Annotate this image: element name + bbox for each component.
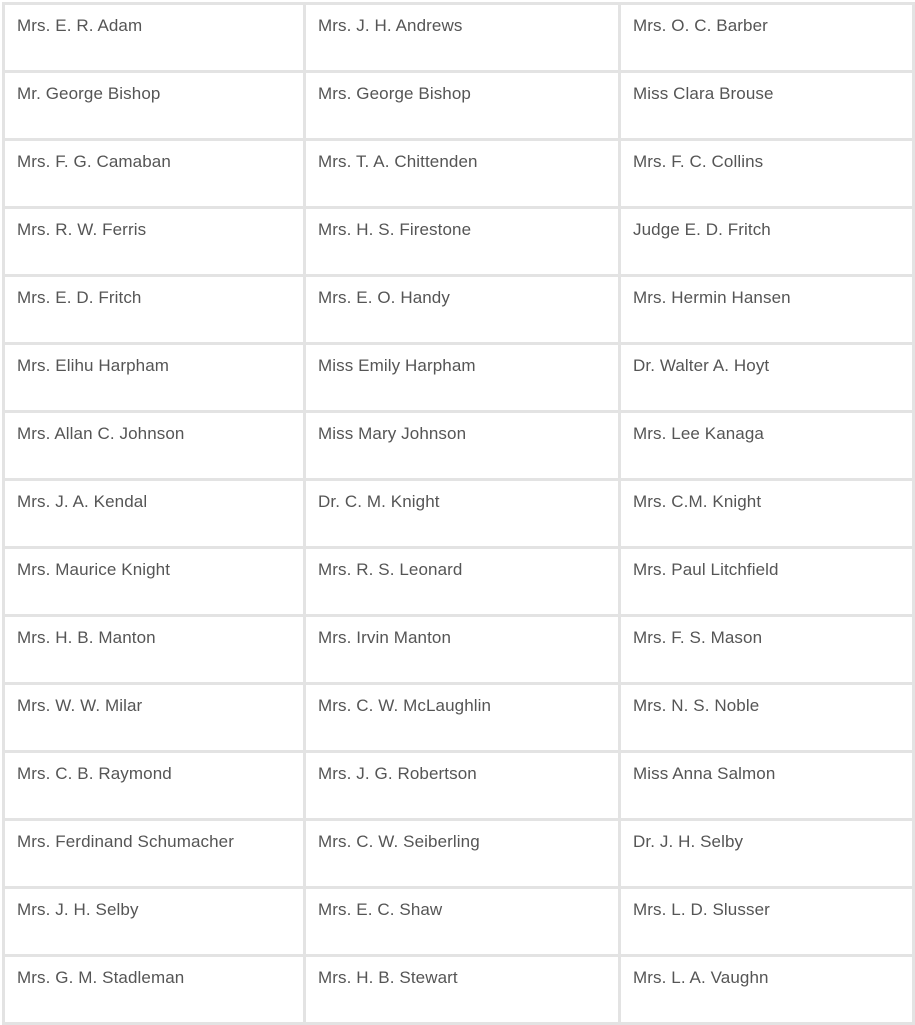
table-row [4, 956, 914, 1024]
table-cell: Mrs. Paul Litchfield [620, 548, 914, 616]
table-row [4, 684, 914, 752]
table-row [4, 276, 914, 344]
table-cell: Miss Anna Salmon [620, 752, 914, 820]
table-cell: Mrs. H. S. Firestone [305, 208, 620, 276]
table-cell: Mrs. R. S. Leonard [305, 548, 620, 616]
table-cell: Mrs. J. H. Selby [4, 888, 305, 956]
table-cell: Mrs. C. W. Seiberling [305, 820, 620, 888]
table-cell: Miss Emily Harpham [305, 344, 620, 412]
table-cell: Mrs. J. G. Robertson [305, 752, 620, 820]
table-cell: Mrs. H. B. Manton [4, 616, 305, 684]
table-row [4, 208, 914, 276]
table-cell: Mrs. Maurice Knight [4, 548, 305, 616]
table-cell: Mrs. Elihu Harpham [4, 344, 305, 412]
table-cell: Mrs. Ferdinand Schumacher [4, 820, 305, 888]
table-row [4, 412, 914, 480]
table-cell: Mrs. J. H. Andrews [305, 4, 620, 72]
table-row [4, 820, 914, 888]
table-cell: Mrs. E. C. Shaw [305, 888, 620, 956]
table-row [4, 752, 914, 820]
table-cell: Mrs. L. A. Vaughn [620, 956, 914, 1024]
table-cell: Miss Clara Brouse [620, 72, 914, 140]
table-cell: Mrs. T. A. Chittenden [305, 140, 620, 208]
table-cell: Judge E. D. Fritch [620, 208, 914, 276]
table-cell: Dr. J. H. Selby [620, 820, 914, 888]
table-cell: Mrs. R. W. Ferris [4, 208, 305, 276]
table-cell: Mrs. F. S. Mason [620, 616, 914, 684]
table-cell: Mrs. F. C. Collins [620, 140, 914, 208]
table-cell: Mrs. Allan C. Johnson [4, 412, 305, 480]
table-cell: Mrs. G. M. Stadleman [4, 956, 305, 1024]
names-table [2, 2, 915, 1025]
names-table-body [4, 4, 914, 1024]
table-cell: Mrs. C. B. Raymond [4, 752, 305, 820]
table-cell: Mrs. H. B. Stewart [305, 956, 620, 1024]
table-row [4, 4, 914, 72]
table-cell: Mrs. N. S. Noble [620, 684, 914, 752]
table-cell: Mrs. O. C. Barber [620, 4, 914, 72]
table-row [4, 888, 914, 956]
table-row [4, 72, 914, 140]
table-cell: Mr. George Bishop [4, 72, 305, 140]
table-cell: Dr. Walter A. Hoyt [620, 344, 914, 412]
table-cell: Mrs. E. D. Fritch [4, 276, 305, 344]
table-row [4, 140, 914, 208]
table-cell: Mrs. C. W. McLaughlin [305, 684, 620, 752]
table-cell: Mrs. E. R. Adam [4, 4, 305, 72]
table-cell: Mrs. L. D. Slusser [620, 888, 914, 956]
table-cell: Miss Mary Johnson [305, 412, 620, 480]
table-row [4, 480, 914, 548]
table-row [4, 616, 914, 684]
table-cell: Mrs. W. W. Milar [4, 684, 305, 752]
table-cell: Mrs. Irvin Manton [305, 616, 620, 684]
table-cell: Mrs. Lee Kanaga [620, 412, 914, 480]
table-cell: Mrs. C.M. Knight [620, 480, 914, 548]
table-cell: Mrs. J. A. Kendal [4, 480, 305, 548]
table-cell: Mrs. George Bishop [305, 72, 620, 140]
table-cell: Mrs. Hermin Hansen [620, 276, 914, 344]
table-row [4, 344, 914, 412]
table-cell: Dr. C. M. Knight [305, 480, 620, 548]
table-cell: Mrs. F. G. Camaban [4, 140, 305, 208]
table-cell: Mrs. E. O. Handy [305, 276, 620, 344]
table-row [4, 548, 914, 616]
